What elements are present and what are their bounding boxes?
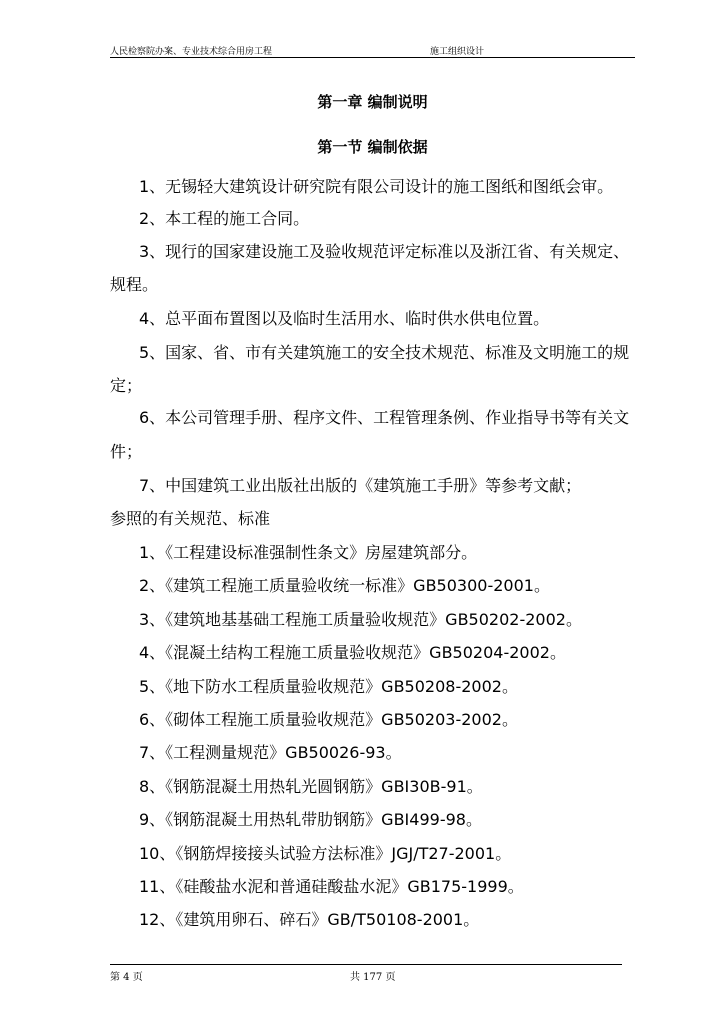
reference-item: 4、《混凝土结构工程施工质量验收规范》GB50204-2002。: [139, 643, 566, 662]
section-title: 第一节 编制依据: [317, 138, 428, 156]
chapter-title: 第一章 编制说明: [317, 93, 428, 111]
header-rule: [110, 57, 635, 58]
header-document-type: 施工组织设计: [430, 47, 485, 57]
body-line: 2、本工程的施工合同。: [139, 209, 310, 228]
body-line: 规程。: [110, 275, 159, 294]
footer-rule: [110, 964, 622, 965]
reference-item: 2、《建筑工程施工质量验收统一标准》GB50300-2001。: [139, 576, 550, 595]
body-line: 件；: [110, 442, 143, 461]
header-project-name: 人民检察院办案、专业技术综合用房工程: [110, 47, 273, 57]
references-heading: 参照的有关规范、标准: [110, 509, 271, 528]
reference-item: 7、《工程测量规范》GB50026-93。: [139, 743, 402, 762]
body-line: 5、国家、省、市有关建筑施工的安全技术规范、标准及文明施工的规: [139, 343, 630, 362]
reference-item: 5、《地下防水工程质量验收规范》GB50208-2002。: [139, 677, 518, 696]
body-line: 4、总平面布置图以及临时生活用水、临时供水供电位置。: [139, 309, 550, 328]
footer-total-pages: 共 177 页: [350, 972, 396, 983]
reference-item: 11、《硅酸盐水泥和普通硅酸盐水泥》GB175-1999。: [139, 877, 524, 896]
body-line: 6、本公司管理手册、程序文件、工程管理条例、作业指导书等有关文: [139, 408, 630, 427]
reference-item: 12、《建筑用卵石、碎石》GB/T50108-2001。: [139, 910, 480, 929]
reference-item: 8、《钢筋混凝土用热轧光圆钢筋》GBI30B-91。: [139, 777, 483, 796]
reference-item: 9、《钢筋混凝土用热轧带肋钢筋》GBI499-98。: [139, 810, 482, 829]
body-line: 1、无锡轻大建筑设计研究院有限公司设计的施工图纸和图纸会审。: [139, 177, 614, 196]
reference-item: 1、《工程建设标准强制性条文》房屋建筑部分。: [139, 543, 478, 562]
body-line: 3、现行的国家建设施工及验收规范评定标准以及浙江省、有关规定、: [139, 242, 630, 261]
body-line: 7、中国建筑工业出版社出版的《建筑施工手册》等参考文献；: [139, 476, 582, 495]
reference-item: 10、《钢筋焊接接头试验方法标准》JGJ/T27-2001。: [139, 844, 512, 863]
reference-item: 6、《砌体工程施工质量验收规范》GB50203-2002。: [139, 710, 518, 729]
reference-item: 3、《建筑地基基础工程施工质量验收规范》GB50202-2002。: [139, 610, 582, 629]
body-line: 定；: [110, 376, 143, 395]
footer-page-number: 第 4 页: [110, 972, 143, 983]
